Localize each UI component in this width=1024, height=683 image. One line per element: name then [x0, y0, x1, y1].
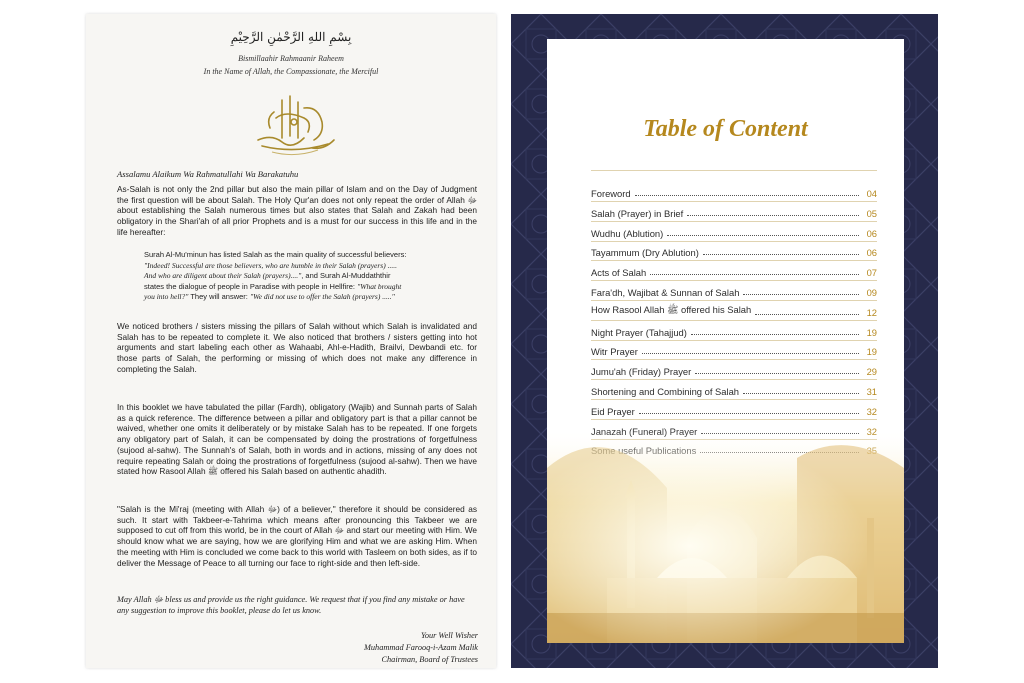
quote-line: states the dialogue of people in Paradise with people in Hellfire: "What brought — [144, 281, 402, 291]
toc-item-label: Witr Prayer — [591, 346, 638, 358]
quote-line: you into hell?" They will answer: "We did not use to offer the Salah (prayers) ....." — [144, 292, 395, 302]
toc-item[interactable] — [591, 322, 877, 338]
toc-item-page: 29 — [866, 366, 877, 378]
toc-item[interactable] — [591, 203, 877, 219]
paragraph-3: In this booklet we have tabulated the pillar (Fardh), obligatory (Wajib) and Sunnah parts of Salah as a quick reference. The difference between a pillar and obligatory part is that a pillar cannot be waived, whether one omits it deliberately or by mistake Salah has to be repeated. If one forgets any obligatory part of Salah, it can be compensated by doing the prostrations of forgetfulness (sujood al-sahw). The Sunnah's of Salah, both in words and in actions, missing of any does not require repeating Salah or doing the prostrations of forgetfulness (sujood al-sahw). Then we have stated how Rasool Allah ﷺ offered his Salah based on authentic ahadith. — [117, 402, 477, 477]
quran-quote — [144, 250, 470, 303]
toc-item-page: 06 — [866, 247, 877, 259]
table-of-content-page — [511, 14, 938, 668]
toc-leader-dots — [635, 195, 859, 196]
toc-divider — [591, 170, 877, 171]
toc-leader-dots — [691, 334, 859, 335]
quote-line: Surah Al-Mu'minun has listed Salah as the main quality of successful believers: — [144, 250, 407, 259]
signature-title: Chairman, Board of Trustees — [381, 655, 478, 664]
content-panel — [547, 39, 904, 643]
toc-item-page: 19 — [866, 346, 877, 358]
toc-leader-dots — [743, 393, 859, 394]
toc-item-label: Foreword — [591, 188, 631, 199]
toc-item-page: 06 — [866, 227, 877, 239]
toc-item-label: Eid Prayer — [591, 405, 635, 417]
toc-item[interactable] — [591, 282, 877, 298]
toc-item-page: 09 — [866, 287, 877, 298]
toc-item-label: Fara'dh, Wajibat & Sunnan of Salah — [591, 287, 740, 298]
toc-leader-dots — [755, 314, 859, 315]
toc-leader-dots — [687, 215, 859, 216]
paragraph-2: We noticed brothers / sisters missing the pillars of Salah without which Salah is invalidated and Salah has to be repeated to complete it. We also noticed that brothers / sisters getting into hot arguments and start labeling each other as Wahaabi, Ahl-e-Hadith, Brailvi, Dewbandi etc. for those parts of Salah, the performing or missing of which does not make any difference in completing the Salah. — [117, 321, 477, 374]
toc-item-label: How Rasool Allah ﷺ offered his Salah — [591, 303, 752, 315]
paragraph-1: As-Salah is not only the 2nd pillar but also the main pillar of Islam and on the Day of Judgment the first question will be about Salah. The Holy Qur'an does not only repeat the order of Allah ﷻ about establishing the Salah numerous times but also states that Salah and Zakah had been obligatory in the Shari'ah of all prior Prophets and is a must for our success in this life and in the life hereafter: — [117, 184, 477, 237]
toc-item-page: 04 — [866, 188, 877, 199]
quote-line: "Indeed! Successful are those believers, who are humble in their Salah (prayers) ..... — [144, 260, 397, 270]
toc-item-label: Night Prayer (Tahajjud) — [591, 326, 687, 338]
toc-title: Table of Content — [643, 116, 808, 142]
toc-item-page: 32 — [866, 405, 877, 417]
toc-leader-dots — [642, 353, 859, 354]
toc-leader-dots — [667, 235, 859, 236]
toc-item-label: Jumu'ah (Friday) Prayer — [591, 366, 692, 378]
mosque-illustration — [547, 428, 904, 643]
calligraphy-emblem-icon — [252, 88, 338, 160]
signature-name: Muhammad Farooq-i-Azam Malik — [364, 643, 478, 652]
toc-item-label: Shortening and Combining of Salah — [591, 386, 740, 397]
paragraph-4: "Salah is the Mi'raj (meeting with Allah ﷻ) of a believer," therefore it should be considered as such. It start with Takbeer-e-Tahrima which means after pronouncing this Takbeer we are supposed to cut off from this world, be in the court of Allah ﷻ and start our meeting with Him. We should know what we are saying, how we are glorifying Him and what we are asking Him. When the meeting with Him is concluded we come back to this world with Tasleem on both sides, as if to deliver the Message of Peace to all turning our face to right-side and then left-side. — [117, 504, 477, 568]
toc-leader-dots — [639, 413, 859, 414]
toc-item[interactable] — [591, 361, 877, 377]
arabic-bismillah: بِسْمِ اللهِ الرَّحْمٰنِ الرَّحِيْمِ — [230, 30, 352, 44]
toc-item[interactable] — [591, 381, 877, 397]
toc-item[interactable] — [591, 223, 877, 239]
quote-line: And who are diligent about their Salah (prayers)....", and Surah Al-Muddaththir — [144, 271, 391, 281]
signature-line: Your Well Wisher — [420, 631, 478, 640]
toc-item-label: Acts of Salah — [591, 267, 647, 279]
toc-item[interactable] — [591, 341, 877, 357]
toc-item-label: Tayammum (Dry Ablution) — [591, 247, 699, 259]
toc-item-page: 31 — [866, 386, 877, 397]
toc-leader-dots — [743, 294, 859, 295]
toc-item-label: Salah (Prayer) in Brief — [591, 207, 684, 219]
toc-item[interactable] — [591, 401, 877, 417]
toc-leader-dots — [650, 274, 859, 275]
closing-prayer: May Allah ﷻ bless us and provide us the right guidance. We request that if you find any mistake or have any suggestion to improve this booklet, please do let us know. — [117, 595, 465, 615]
bismillah-transliteration: Bismillaahir Rahmaanir Raheem — [238, 54, 344, 63]
toc-item[interactable] — [591, 262, 877, 278]
toc-item-label: Wudhu (Ablution) — [591, 227, 664, 239]
toc-item[interactable] — [591, 242, 877, 258]
foreword-page — [86, 14, 496, 668]
toc-item-page: 05 — [866, 207, 877, 219]
toc-leader-dots — [703, 254, 859, 255]
toc-leader-dots — [695, 373, 859, 374]
toc-item[interactable] — [591, 183, 877, 199]
toc-item-page: 07 — [866, 267, 877, 279]
toc-item-page: 19 — [866, 326, 877, 338]
toc-item[interactable] — [591, 302, 877, 318]
salutation: Assalamu Alaikum Wa Rahmatullahi Wa Barakatuhu — [117, 169, 299, 179]
bismillah-translation: In the Name of Allah, the Compassionate, the Merciful — [203, 67, 379, 76]
toc-item-page: 12 — [866, 306, 877, 318]
